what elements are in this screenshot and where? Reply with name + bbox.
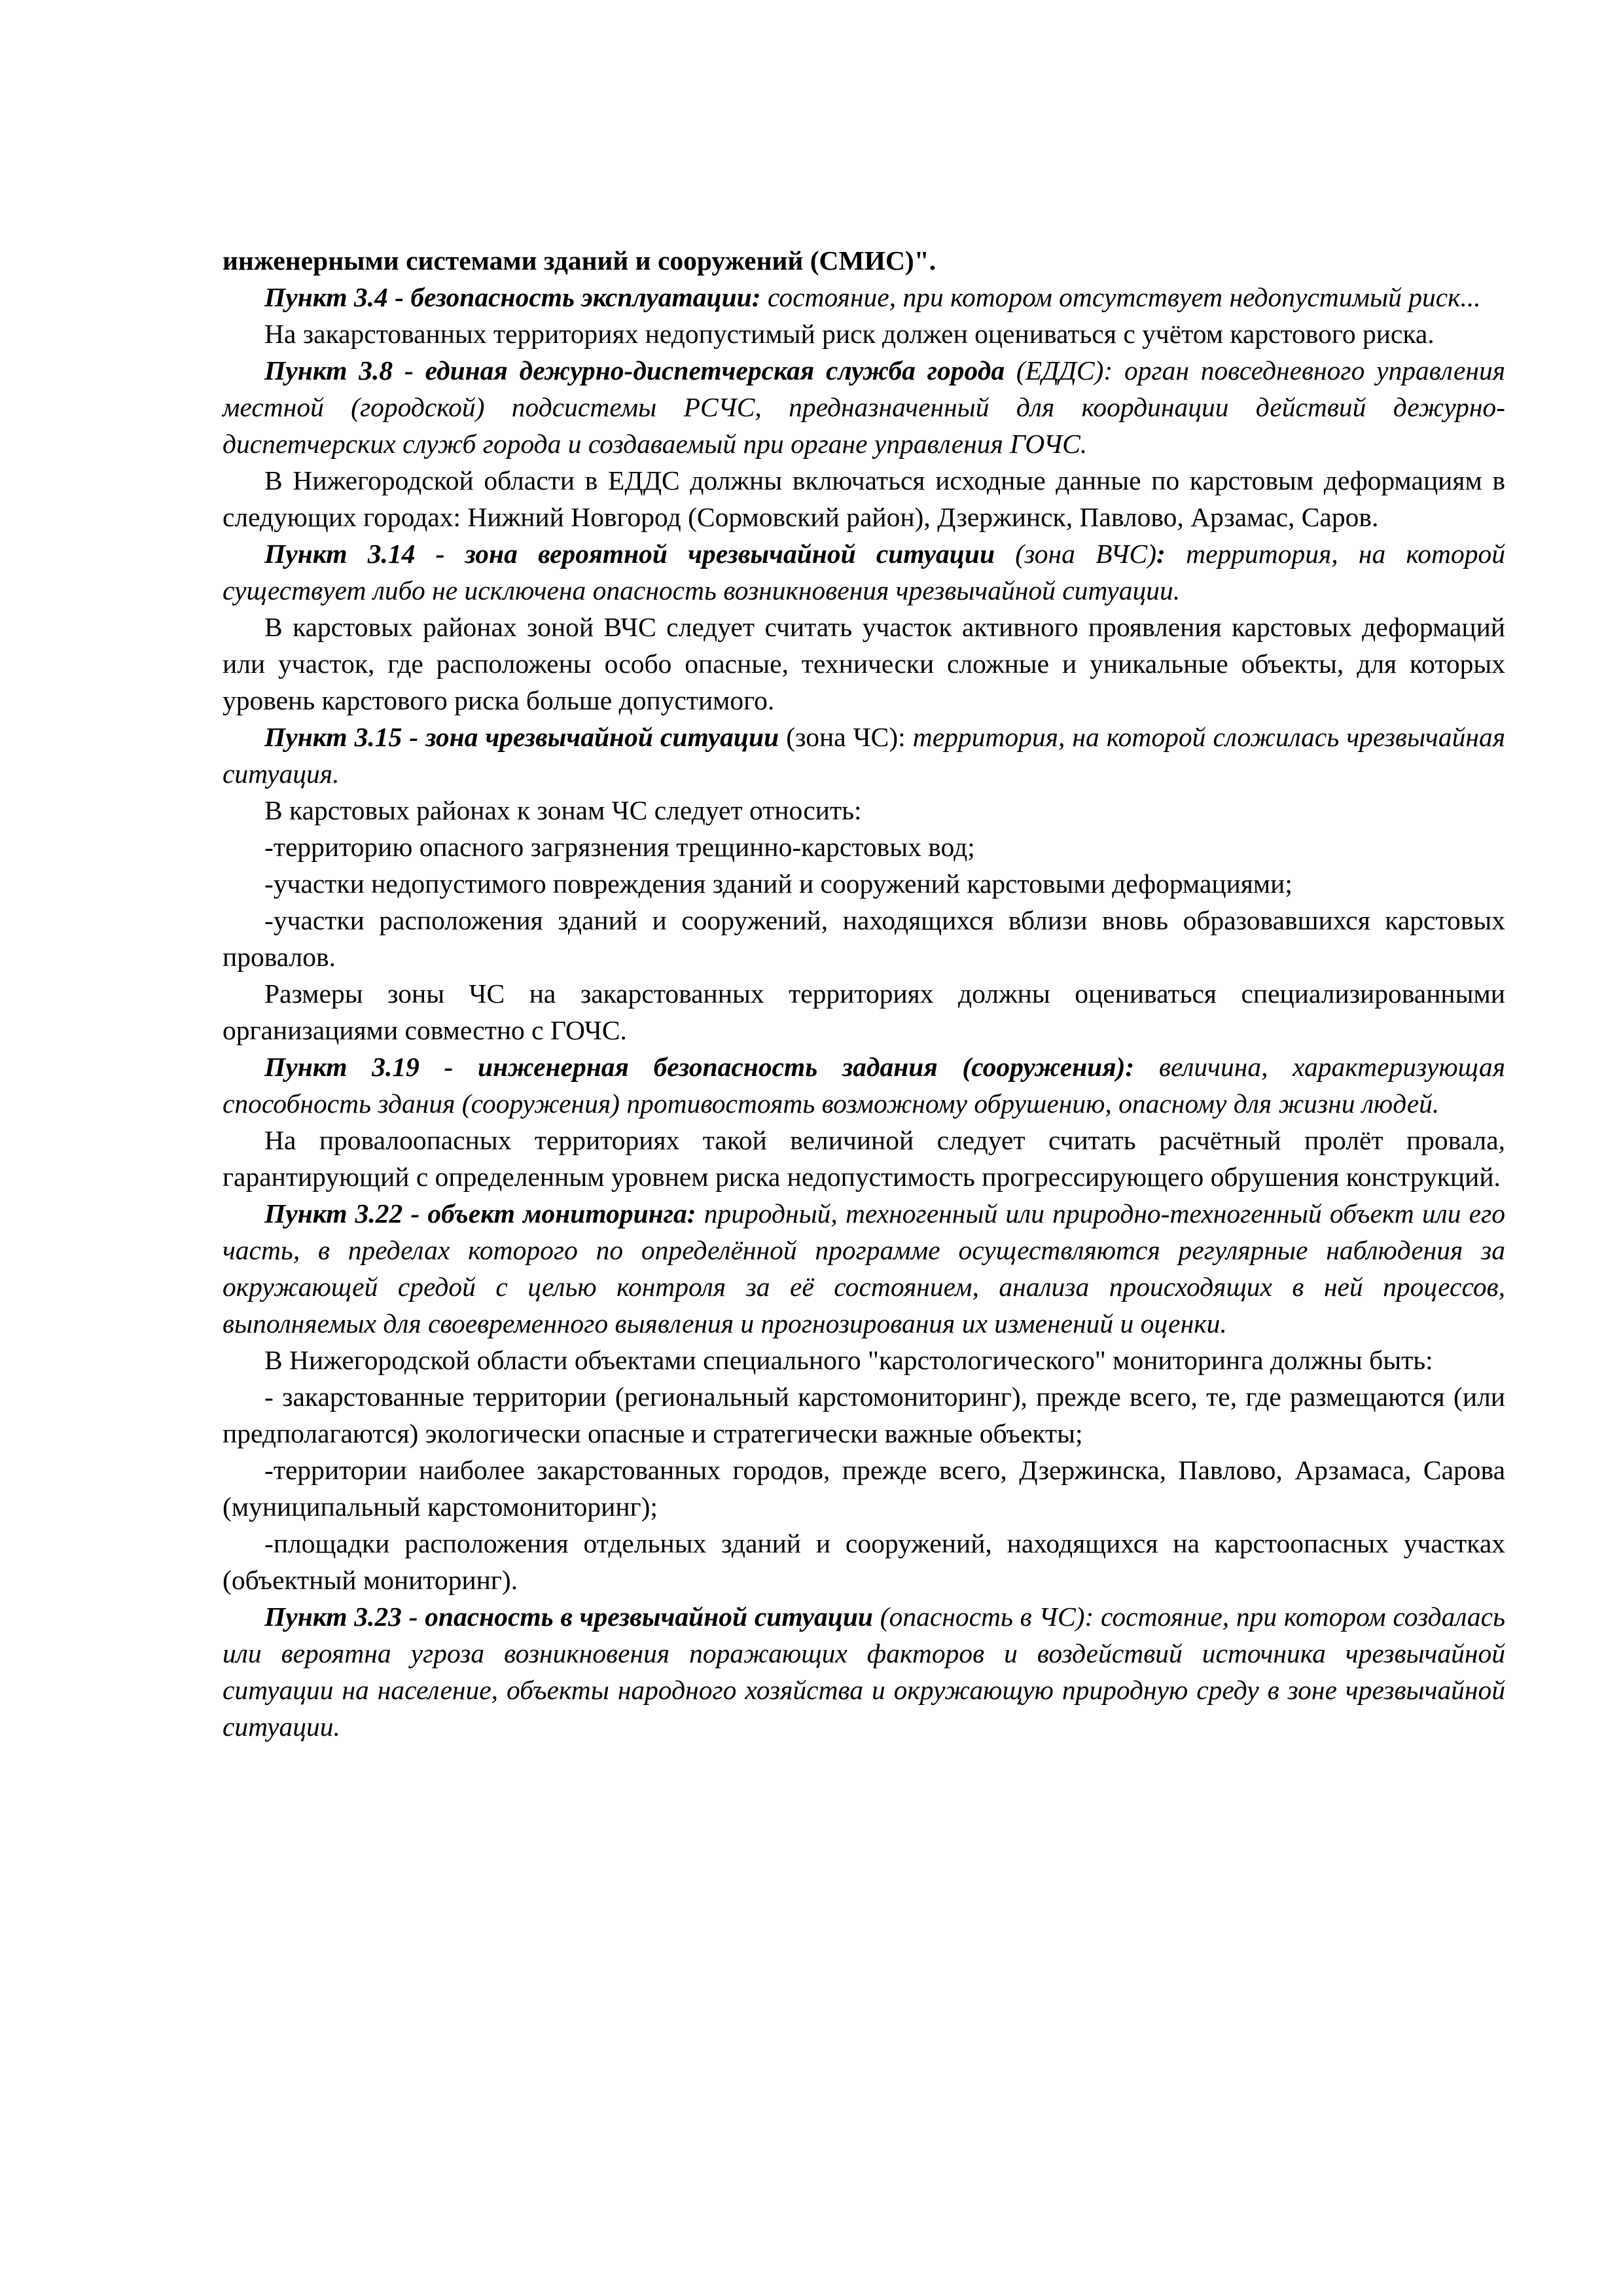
paragraph-p06 (223, 535, 1505, 609)
text-run: Пункт 3.4 - безопасность эксплуатации: (264, 282, 761, 312)
paragraph-p11 (223, 865, 1505, 902)
paragraph-p14 (223, 1049, 1505, 1122)
paragraph-p12 (223, 902, 1505, 975)
text-run: Пункт 3.23 - опасность в чрезвычайной ситуации (264, 1602, 873, 1632)
paragraph-p07 (223, 609, 1505, 719)
paragraph-p09 (223, 792, 1505, 829)
text-run: Пункт 3.14 - зона вероятной чрезвычайной ситуации (264, 539, 995, 569)
text-run: (зона ЧС): (779, 722, 913, 752)
text-run: На закарстованных территориях недопустимый риск должен оцениваться с учётом карстового риска. (264, 319, 1435, 349)
text-run: -участки расположения зданий и сооружений, находящихся вблизи вновь образовавшихся карстовых провалов. (223, 905, 1505, 972)
paragraph-p02 (223, 279, 1505, 315)
paragraph-p10 (223, 829, 1505, 865)
text-run: -площадки расположения отдельных зданий и сооружений, находящихся на карстоопасных участках (объектный мониторинг). (223, 1528, 1505, 1595)
paragraph-p04 (223, 352, 1505, 462)
paragraph-p20 (223, 1525, 1505, 1598)
text-run: -участки недопустимого повреждения зданий и сооружений карстовыми деформациями; (264, 869, 1293, 899)
paragraph-p19 (223, 1452, 1505, 1525)
paragraph-p21 (223, 1598, 1505, 1745)
text-run: природный, техногенный или природно-техногенный объект или его часть, в пределах которого по определённой программе осуществляются регулярные наблюдения за окружающей средой с целью контроля за её состоянием, анализа происходящих в ней процессов, выполняемых для своевременного выявления и прогнозирования их изменений и оценки. (223, 1198, 1505, 1338)
paragraph-p17 (223, 1342, 1505, 1378)
text-run: - закарстованные территории (региональный карстомониторинг), прежде всего, те, где размещаются (или предполагаются) экологически опасные и стратегически важные объекты; (223, 1382, 1505, 1448)
text-run: инженерными системами зданий и сооружений (СМИС)". (223, 245, 936, 276)
paragraph-p08 (223, 719, 1505, 792)
text-run: Пункт 3.22 - объект мониторинга: (264, 1198, 696, 1229)
text-run: (ЕДДС): орган повседневного управления местной (городской) подсистемы РСЧС, предназначенный для координации действий дежурно-диспетчерских служб города и создаваемый при органе управления ГОЧС. (223, 355, 1505, 459)
text-run: В карстовых районах к зонам ЧС следует относить: (264, 795, 862, 825)
text-run: Пункт 3.15 - зона чрезвычайной ситуации (264, 722, 779, 752)
document-page (223, 242, 1505, 1745)
text-run: (зона ВЧС) (995, 539, 1157, 569)
paragraph-p16 (223, 1195, 1505, 1342)
paragraph-p13 (223, 975, 1505, 1049)
paragraph-p15 (223, 1122, 1505, 1195)
text-run: (опасность в ЧС): состояние, при котором создалась или вероятна угроза возникновения поражающих факторов и воздействий источника чрезвычайной ситуации на население, объекты народного хозяйства и окружающую природную среду в зоне чрезвычайной ситуации. (223, 1602, 1505, 1742)
text-run: территория, на которой сложилась чрезвычайная ситуация. (223, 722, 1505, 789)
text-run: Пункт 3.19 - инженерная безопасность задания (сооружения): (264, 1052, 1135, 1082)
text-run: В карстовых районах зоной ВЧС следует считать участок активного проявления карстовых деформаций или участок, где расположены особо опасные, технически сложные и уникальные объекты, для которых уровень карстового риска больше допустимого. (223, 612, 1505, 715)
text-run: состояние, при котором отсутствует недопустимый риск... (760, 282, 1481, 312)
text-run: -территории наиболее закарстованных городов, прежде всего, Дзержинска, Павлово, Арзамаса, Сарова (муниципальный карстомониторинг); (223, 1455, 1505, 1522)
text-run: Пункт 3.8 - единая дежурно-диспетчерская служба города (264, 355, 1005, 386)
paragraph-p18 (223, 1378, 1505, 1452)
text-run: В Нижегородской области в ЕДДС должны включаться исходные данные по карстовым деформациям в следующих городах: Нижний Новгород (Сормовский район), Дзержинск, Павлово, Арзамас, Саров. (223, 465, 1505, 532)
paragraph-p03 (223, 315, 1505, 352)
text-run: территория, на которой существует либо не исключена опасность возникновения чрезвычайной ситуации. (223, 539, 1505, 605)
text-run: В Нижегородской области объектами специального "карстологического" мониторинга должны быть: (264, 1345, 1433, 1375)
text-run: : (1156, 539, 1166, 569)
text-run: величина, характеризующая способность здания (сооружения) противостоять возможному обрушению, опасному для жизни людей. (223, 1052, 1505, 1119)
text-run: -территорию опасного загрязнения трещинно-карстовых вод; (264, 832, 975, 862)
text-run: Размеры зоны ЧС на закарстованных территориях должны оцениваться специализированными организациями совместно с ГОЧС. (223, 978, 1505, 1045)
paragraph-p05 (223, 462, 1505, 535)
text-run: На провалоопасных территориях такой величиной следует считать расчётный пролёт провала, гарантирующий с определенным уровнем риска недопустимость прогрессирующего обрушения конструкций. (223, 1125, 1505, 1192)
paragraph-p01 (223, 242, 1505, 279)
